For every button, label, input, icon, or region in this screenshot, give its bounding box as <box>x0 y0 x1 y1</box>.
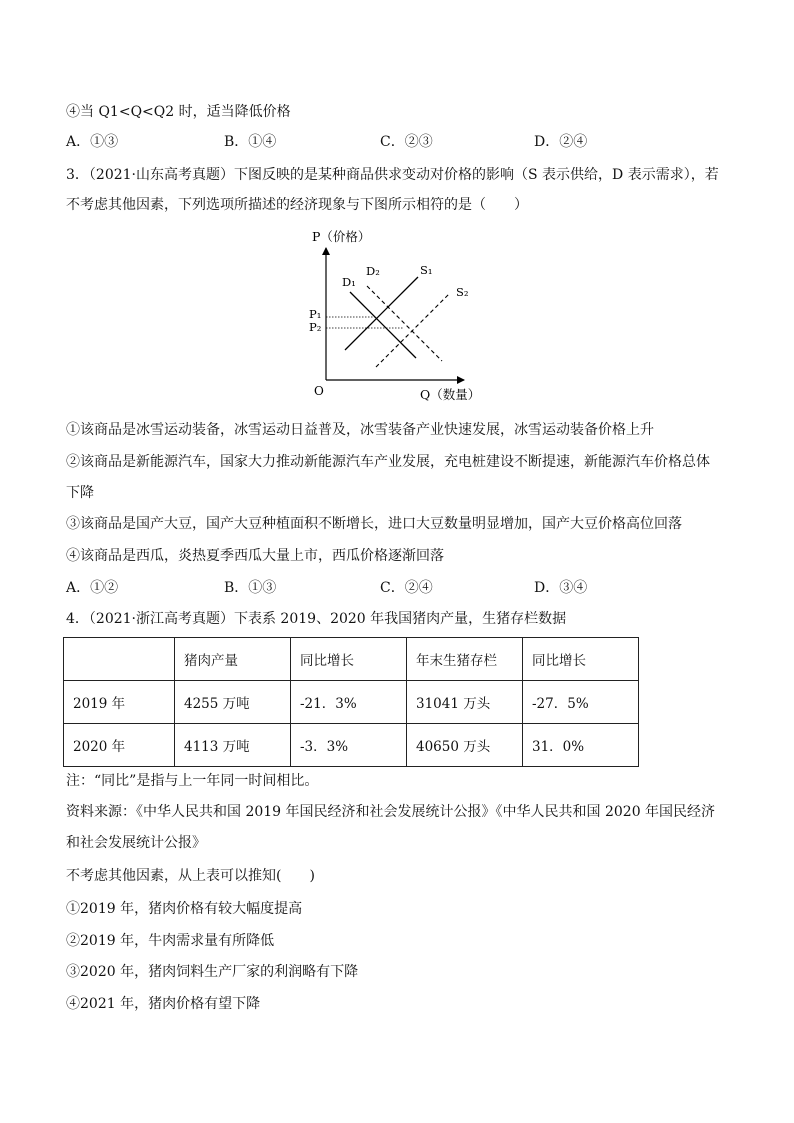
q4-question: 不考虑其他因素，从上表可以推知( ) <box>66 868 315 884</box>
q3-statement-2-line1: ②该商品是新能源汽车，国家大力推动新能源汽车产业发展，充电桩建设不断提速，新能源汽车价格总体 <box>66 454 710 470</box>
x-axis-label: Q（数量） <box>420 387 480 402</box>
s1-curve <box>345 277 418 350</box>
pork-data-table <box>63 637 639 767</box>
table-cell: -21．3% <box>291 681 407 724</box>
q4-statement-1: ①2019 年，猪肉价格有较大幅度提高 <box>66 901 303 917</box>
q3-statement-2-line2: 下降 <box>66 485 94 501</box>
d2-label: D₂ <box>366 264 380 278</box>
table-cell: -27．5% <box>523 681 639 724</box>
q4-stem: 4．（2021·浙江高考真题）下表系 2019、2020 年我国猪肉产量，生猪存栏数据 <box>66 611 567 627</box>
q2-option-d[interactable]: D．②④ <box>534 134 588 150</box>
q4-note: 注：“同比”是指与上一年同一时间相比。 <box>66 773 319 789</box>
q3-option-a[interactable]: A．①② <box>66 580 119 596</box>
table-cell: 2019 年 <box>64 681 175 724</box>
d2-curve <box>367 286 442 361</box>
q3-option-d[interactable]: D．③④ <box>534 580 588 596</box>
table-row <box>64 724 639 767</box>
q2-answer-options <box>66 132 726 152</box>
table-cell: 40650 万头 <box>407 724 523 767</box>
table-header-cell: 同比增长 <box>291 638 407 681</box>
q4-statement-4: ④2021 年，猪肉价格有望下降 <box>66 996 261 1012</box>
supply-demand-graph <box>300 222 480 404</box>
y-axis-label: P（价格） <box>312 229 371 244</box>
table-header-cell: 年末生猪存栏 <box>407 638 523 681</box>
s2-label: S₂ <box>456 285 469 299</box>
p2-label: P₂ <box>309 320 322 334</box>
table-cell: -3．3% <box>291 724 407 767</box>
q4-source-line1: 资料来源：《中华人民共和国 2019 年国民经济和社会发展统计公报》《中华人民共和国 2020 年国民经济 <box>66 804 716 820</box>
q4-source-line2: 和社会发展统计公报》 <box>66 835 206 851</box>
q3-answer-options <box>66 578 726 598</box>
table-header-cell: 猪肉产量 <box>175 638 291 681</box>
table-cell: 31041 万头 <box>407 681 523 724</box>
q4-statement-2: ②2019 年，牛肉需求量有所降低 <box>66 933 275 949</box>
table-header-cell <box>64 638 175 681</box>
q2-option-c[interactable]: C．②③ <box>380 134 433 150</box>
table-header-cell: 同比增长 <box>523 638 639 681</box>
q2-option-4-statement: ④当 Q1<Q<Q2 时，适当降低价格 <box>66 104 291 120</box>
p1-label: P₁ <box>309 307 322 321</box>
q2-option-a[interactable]: A．①③ <box>66 134 119 150</box>
table-cell: 31．0% <box>523 724 639 767</box>
origin-label: O <box>314 384 324 398</box>
q2-option-b[interactable]: B．①④ <box>224 134 277 150</box>
q3-statement-1: ①该商品是冰雪运动装备，冰雪运动日益普及，冰雪装备产业快速发展，冰雪运动装备价格上升 <box>66 422 654 438</box>
q3-stem-line1: 3．（2021·山东高考真题）下图反映的是某种商品供求变动对价格的影响（S 表示供给，D 表示需求），若 <box>66 167 719 183</box>
table-row <box>64 681 639 724</box>
q3-option-c[interactable]: C．②④ <box>380 580 433 596</box>
table-header-row <box>64 638 639 681</box>
table-cell: 2020 年 <box>64 724 175 767</box>
table-cell: 4255 万吨 <box>175 681 291 724</box>
table-cell: 4113 万吨 <box>175 724 291 767</box>
q3-option-b[interactable]: B．①③ <box>224 580 277 596</box>
q3-stem-line2: 不考虑其他因素，下列选项所描述的经济现象与下图所示相符的是（ ） <box>66 197 528 213</box>
q4-statement-3: ③2020 年，猪肉饲料生产厂家的利润略有下降 <box>66 964 359 980</box>
d1-label: D₁ <box>342 275 356 289</box>
q3-statement-3: ③该商品是国产大豆，国产大豆种植面积不断增长，进口大豆数量明显增加，国产大豆价格高位回落 <box>66 516 682 532</box>
q3-statement-4: ④该商品是西瓜，炎热夏季西瓜大量上市，西瓜价格逐渐回落 <box>66 548 444 564</box>
s1-label: S₁ <box>420 263 433 277</box>
